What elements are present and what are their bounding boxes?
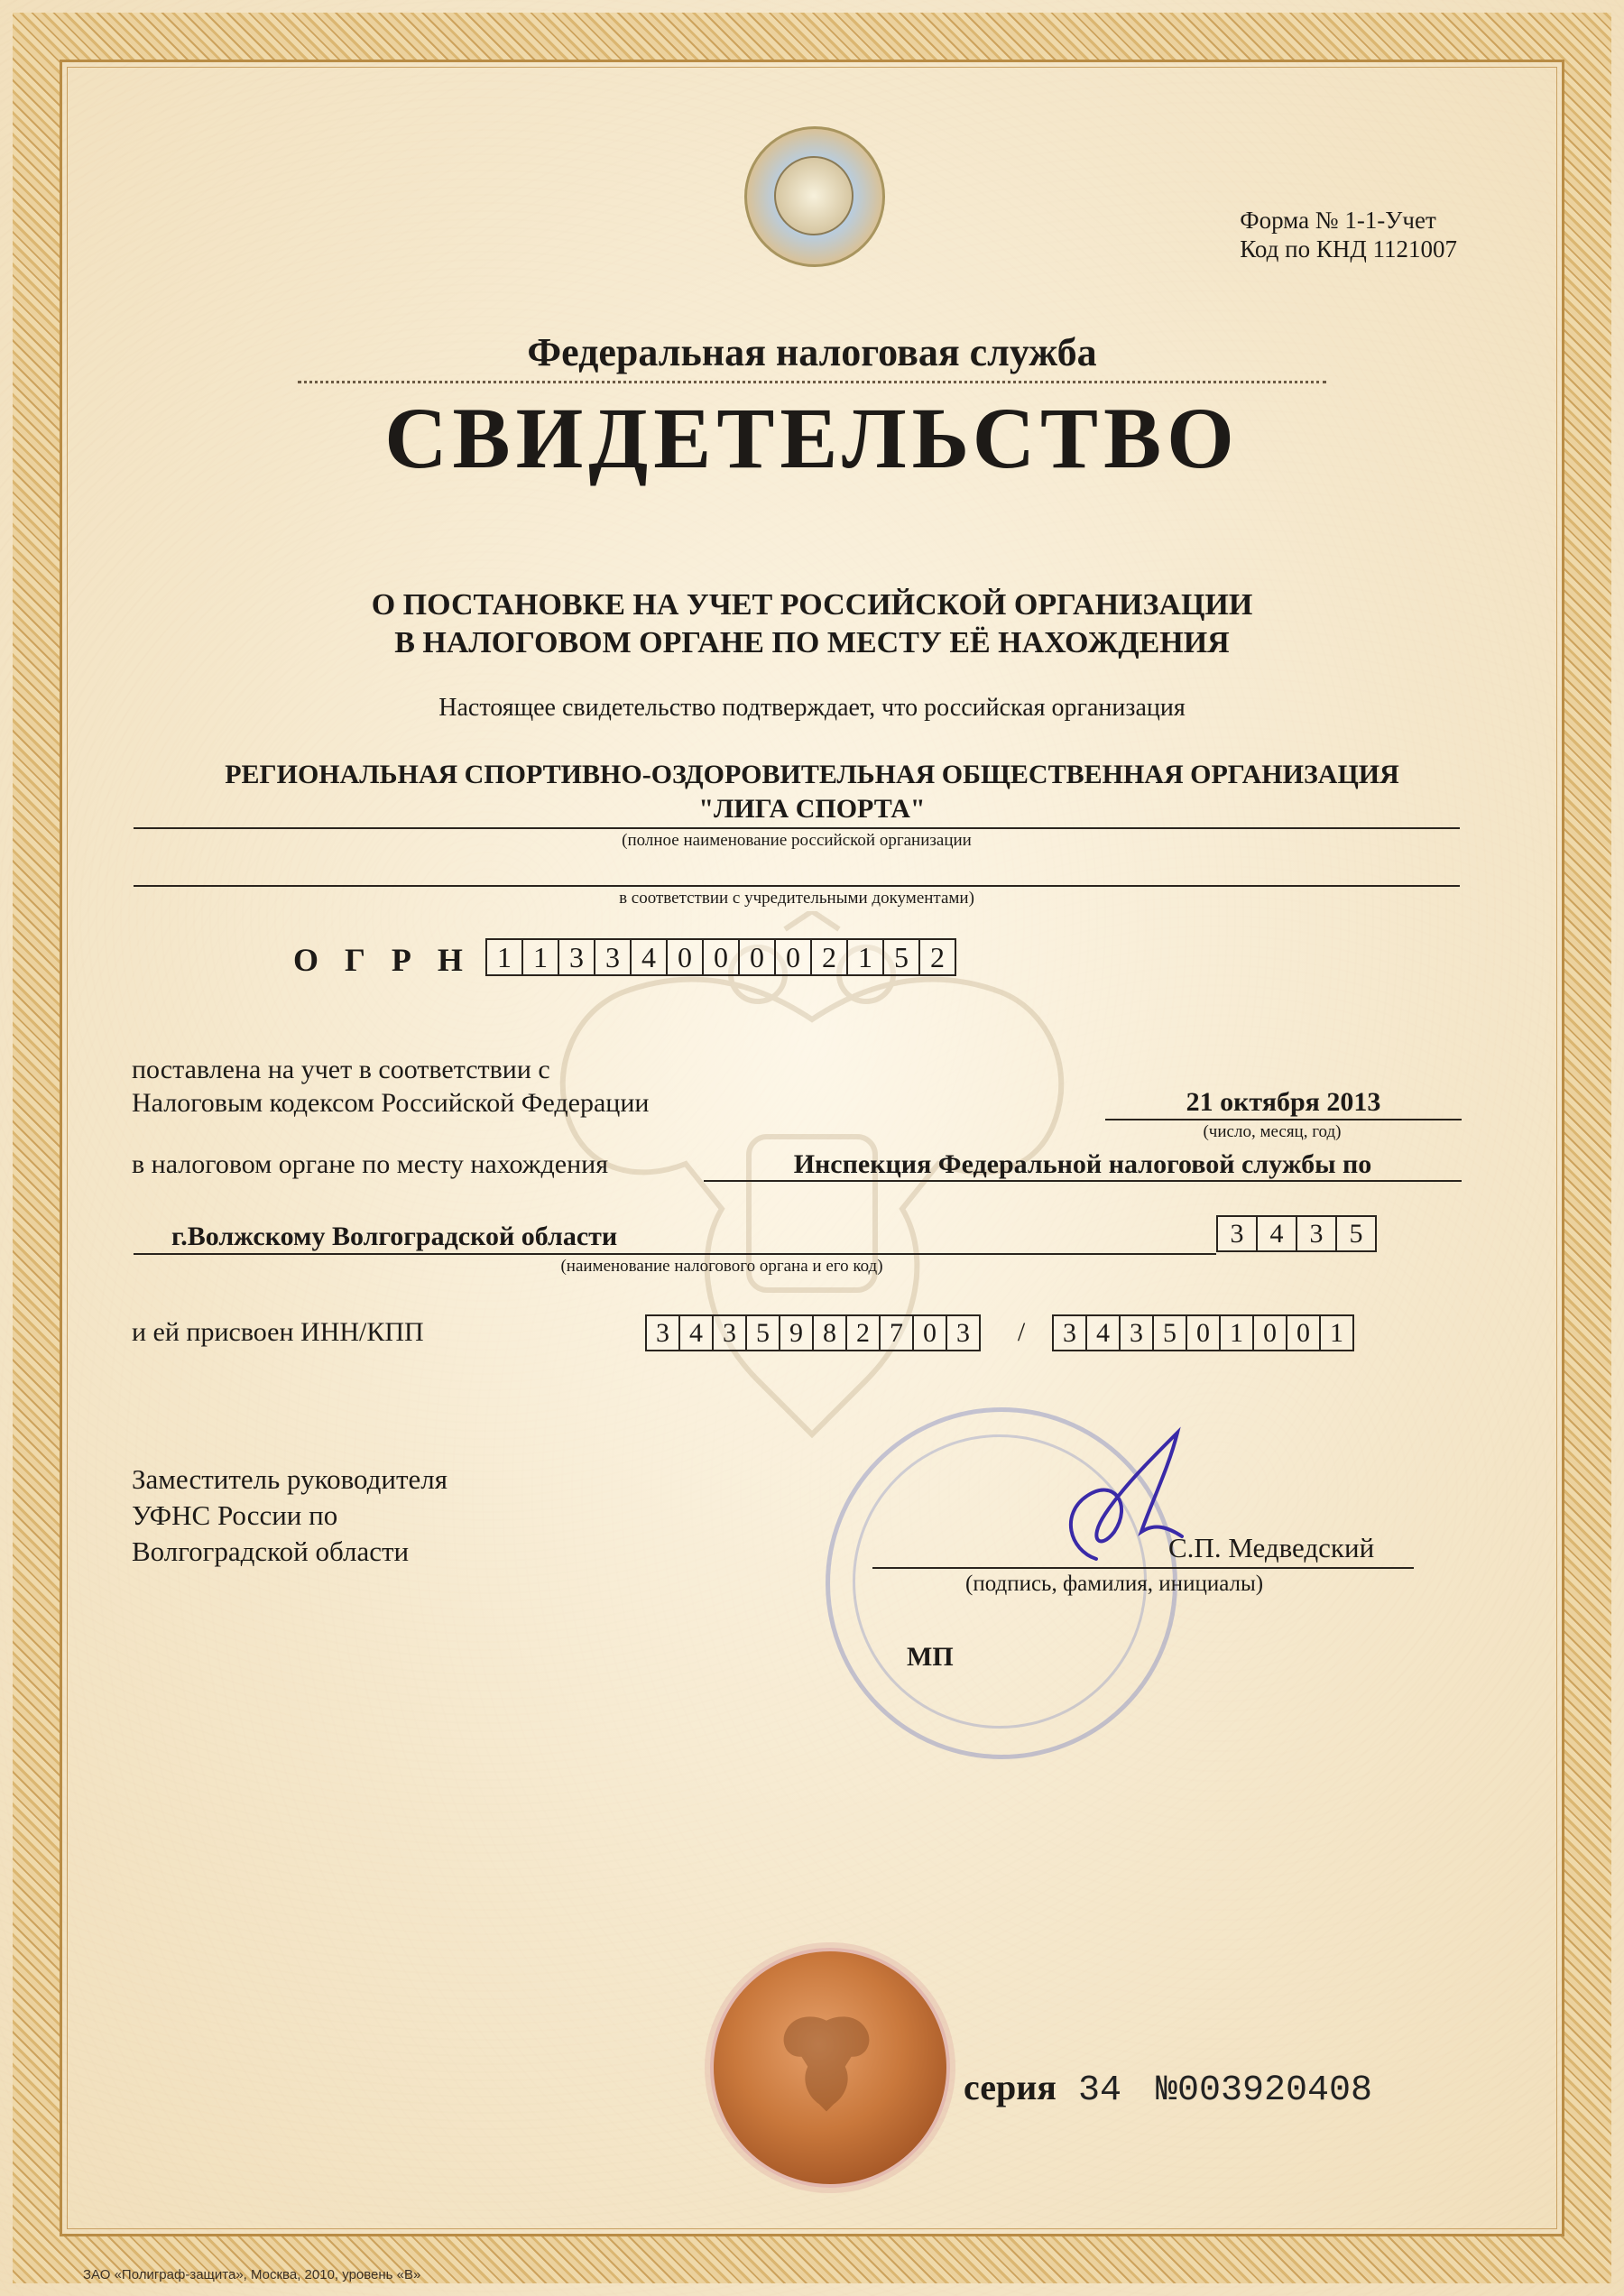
inn-cells [647, 1314, 981, 1351]
ogrn-digit: 1 [485, 938, 523, 976]
ogrn-digit: 3 [594, 938, 632, 976]
ogrn-digit: 0 [738, 938, 776, 976]
inn-kpp-label: и ей присвоен ИНН/КПП [132, 1317, 424, 1347]
place-label: в налоговом органе по месту нахождения [132, 1149, 609, 1179]
kpp-digit: 1 [1219, 1314, 1254, 1351]
org-name-hint: (полное наименование российской организации [622, 831, 972, 850]
form-number: Форма № 1-1-Учет [1240, 207, 1436, 234]
authority-underline-2 [134, 1253, 1216, 1255]
document-title: СВИДЕТЕЛЬСТВО [384, 390, 1240, 486]
organization-name-line-2: "ЛИГА СПОРТА" [698, 794, 926, 824]
ogrn-digit: 5 [882, 938, 920, 976]
subtitle-line-2: В НАЛОГОВОМ ОРГАНЕ ПО МЕСТУ ЕЁ НАХОЖДЕНИЯ [394, 626, 1230, 659]
authority-name-line-1: Инспекция Федеральной налоговой службы по [793, 1149, 1372, 1179]
agency-name: Федеральная налоговая служба [527, 330, 1097, 374]
inn-digit: 8 [812, 1314, 847, 1351]
inn-digit: 3 [946, 1314, 981, 1351]
kpp-digit: 5 [1152, 1314, 1187, 1351]
series-number: №003920408 [1155, 2070, 1372, 2111]
inn-digit: 3 [712, 1314, 747, 1351]
signatory-name: С.П. Медведский [1168, 1532, 1375, 1563]
dotted-divider [298, 381, 1326, 383]
series-value: 34 [1077, 2070, 1121, 2111]
organization-name [0, 758, 1624, 826]
org-name-hint-2: в соответствии с учредительными документами) [619, 889, 974, 908]
signature-underline [872, 1567, 1414, 1569]
inn-digit: 2 [845, 1314, 881, 1351]
inn-digit: 4 [678, 1314, 714, 1351]
authority-code-digit: 3 [1296, 1215, 1337, 1252]
registration-text [132, 1053, 649, 1120]
signature-hint: (подпись, фамилия, инициалы) [965, 1572, 1264, 1596]
ogrn-label: ОГРН [293, 942, 489, 978]
registration-text-line-2: Налоговым кодексом Российской Федерации [132, 1088, 650, 1118]
inn-digit: 0 [912, 1314, 947, 1351]
organization-name-line-1: РЕГИОНАЛЬНАЯ СПОРТИВНО-ОЗДОРОВИТЕЛЬНАЯ ОБЩЕСТВЕННАЯ ОРГАНИЗАЦИЯ [225, 760, 1399, 789]
registration-text-line-1: поставлена на учет в соответствии с [132, 1055, 550, 1084]
inn-digit: 7 [879, 1314, 914, 1351]
authority-name-line-2: г.Волжскому Волгоградской области [171, 1222, 618, 1251]
kpp-digit: 0 [1186, 1314, 1221, 1351]
kpp-digit: 0 [1252, 1314, 1287, 1351]
inn-digit: 5 [745, 1314, 780, 1351]
ogrn-digit: 0 [774, 938, 812, 976]
kpp-digit: 4 [1085, 1314, 1121, 1351]
inn-kpp-separator: / [1017, 1317, 1026, 1347]
kpp-digit: 1 [1319, 1314, 1354, 1351]
knd-code: Код по КНД 1121007 [1240, 235, 1457, 263]
date-underline [1105, 1119, 1462, 1120]
authority-underline [704, 1180, 1462, 1182]
ogrn-digit: 3 [558, 938, 595, 976]
ogrn-digit: 1 [521, 938, 559, 976]
stamp-place-mp: МП [907, 1642, 954, 1672]
confirmation-text: Настоящее свидетельство подтверждает, что российская организация [438, 694, 1186, 722]
seal-eagle-icon [764, 2002, 889, 2126]
authority-code-cells [1218, 1215, 1377, 1252]
ogrn-cells [487, 938, 956, 976]
ogrn-digit: 2 [918, 938, 956, 976]
ogrn-digit: 0 [666, 938, 704, 976]
series-label: серия [964, 2067, 1057, 2107]
subtitle-line-1: О ПОСТАНОВКЕ НА УЧЕТ РОССИЙСКОЙ ОРГАНИЗАЦИИ [371, 588, 1253, 622]
signatory-position [132, 1462, 448, 1570]
ogrn-digit: 1 [846, 938, 884, 976]
ogrn-digit: 0 [702, 938, 740, 976]
authority-hint: (наименование налогового органа и его код) [560, 1257, 883, 1276]
authority-code-digit: 5 [1335, 1215, 1377, 1252]
org-name-underline [134, 827, 1460, 829]
authority-code-digit: 3 [1216, 1215, 1258, 1252]
org-name-underline-2 [134, 885, 1460, 887]
inn-digit: 3 [645, 1314, 680, 1351]
printer-imprint: ЗАО «Полиграф-защита», Москва, 2010, уровень «В» [83, 2267, 421, 2282]
form-code [1240, 206, 1457, 263]
authority-code-digit: 4 [1256, 1215, 1297, 1252]
ogrn-digit: 2 [810, 938, 848, 976]
kpp-digit: 3 [1119, 1314, 1154, 1351]
kpp-digit: 3 [1052, 1314, 1087, 1351]
signatory-position-line-3: Волгоградской области [132, 1535, 410, 1567]
kpp-cells [1054, 1314, 1354, 1351]
date-hint: (число, месяц, год) [1203, 1122, 1342, 1141]
document-subtitle [0, 586, 1624, 662]
kpp-digit: 0 [1286, 1314, 1321, 1351]
registration-date: 21 октября 2013 [1186, 1087, 1381, 1117]
series-block [964, 2066, 1372, 2111]
ogrn-digit: 4 [630, 938, 668, 976]
coat-of-arms-icon [774, 156, 854, 235]
eagle-watermark-icon [487, 911, 1137, 1471]
signatory-position-line-2: УФНС России по [132, 1499, 338, 1531]
signatory-position-line-1: Заместитель руководителя [132, 1463, 448, 1495]
inn-digit: 9 [779, 1314, 814, 1351]
